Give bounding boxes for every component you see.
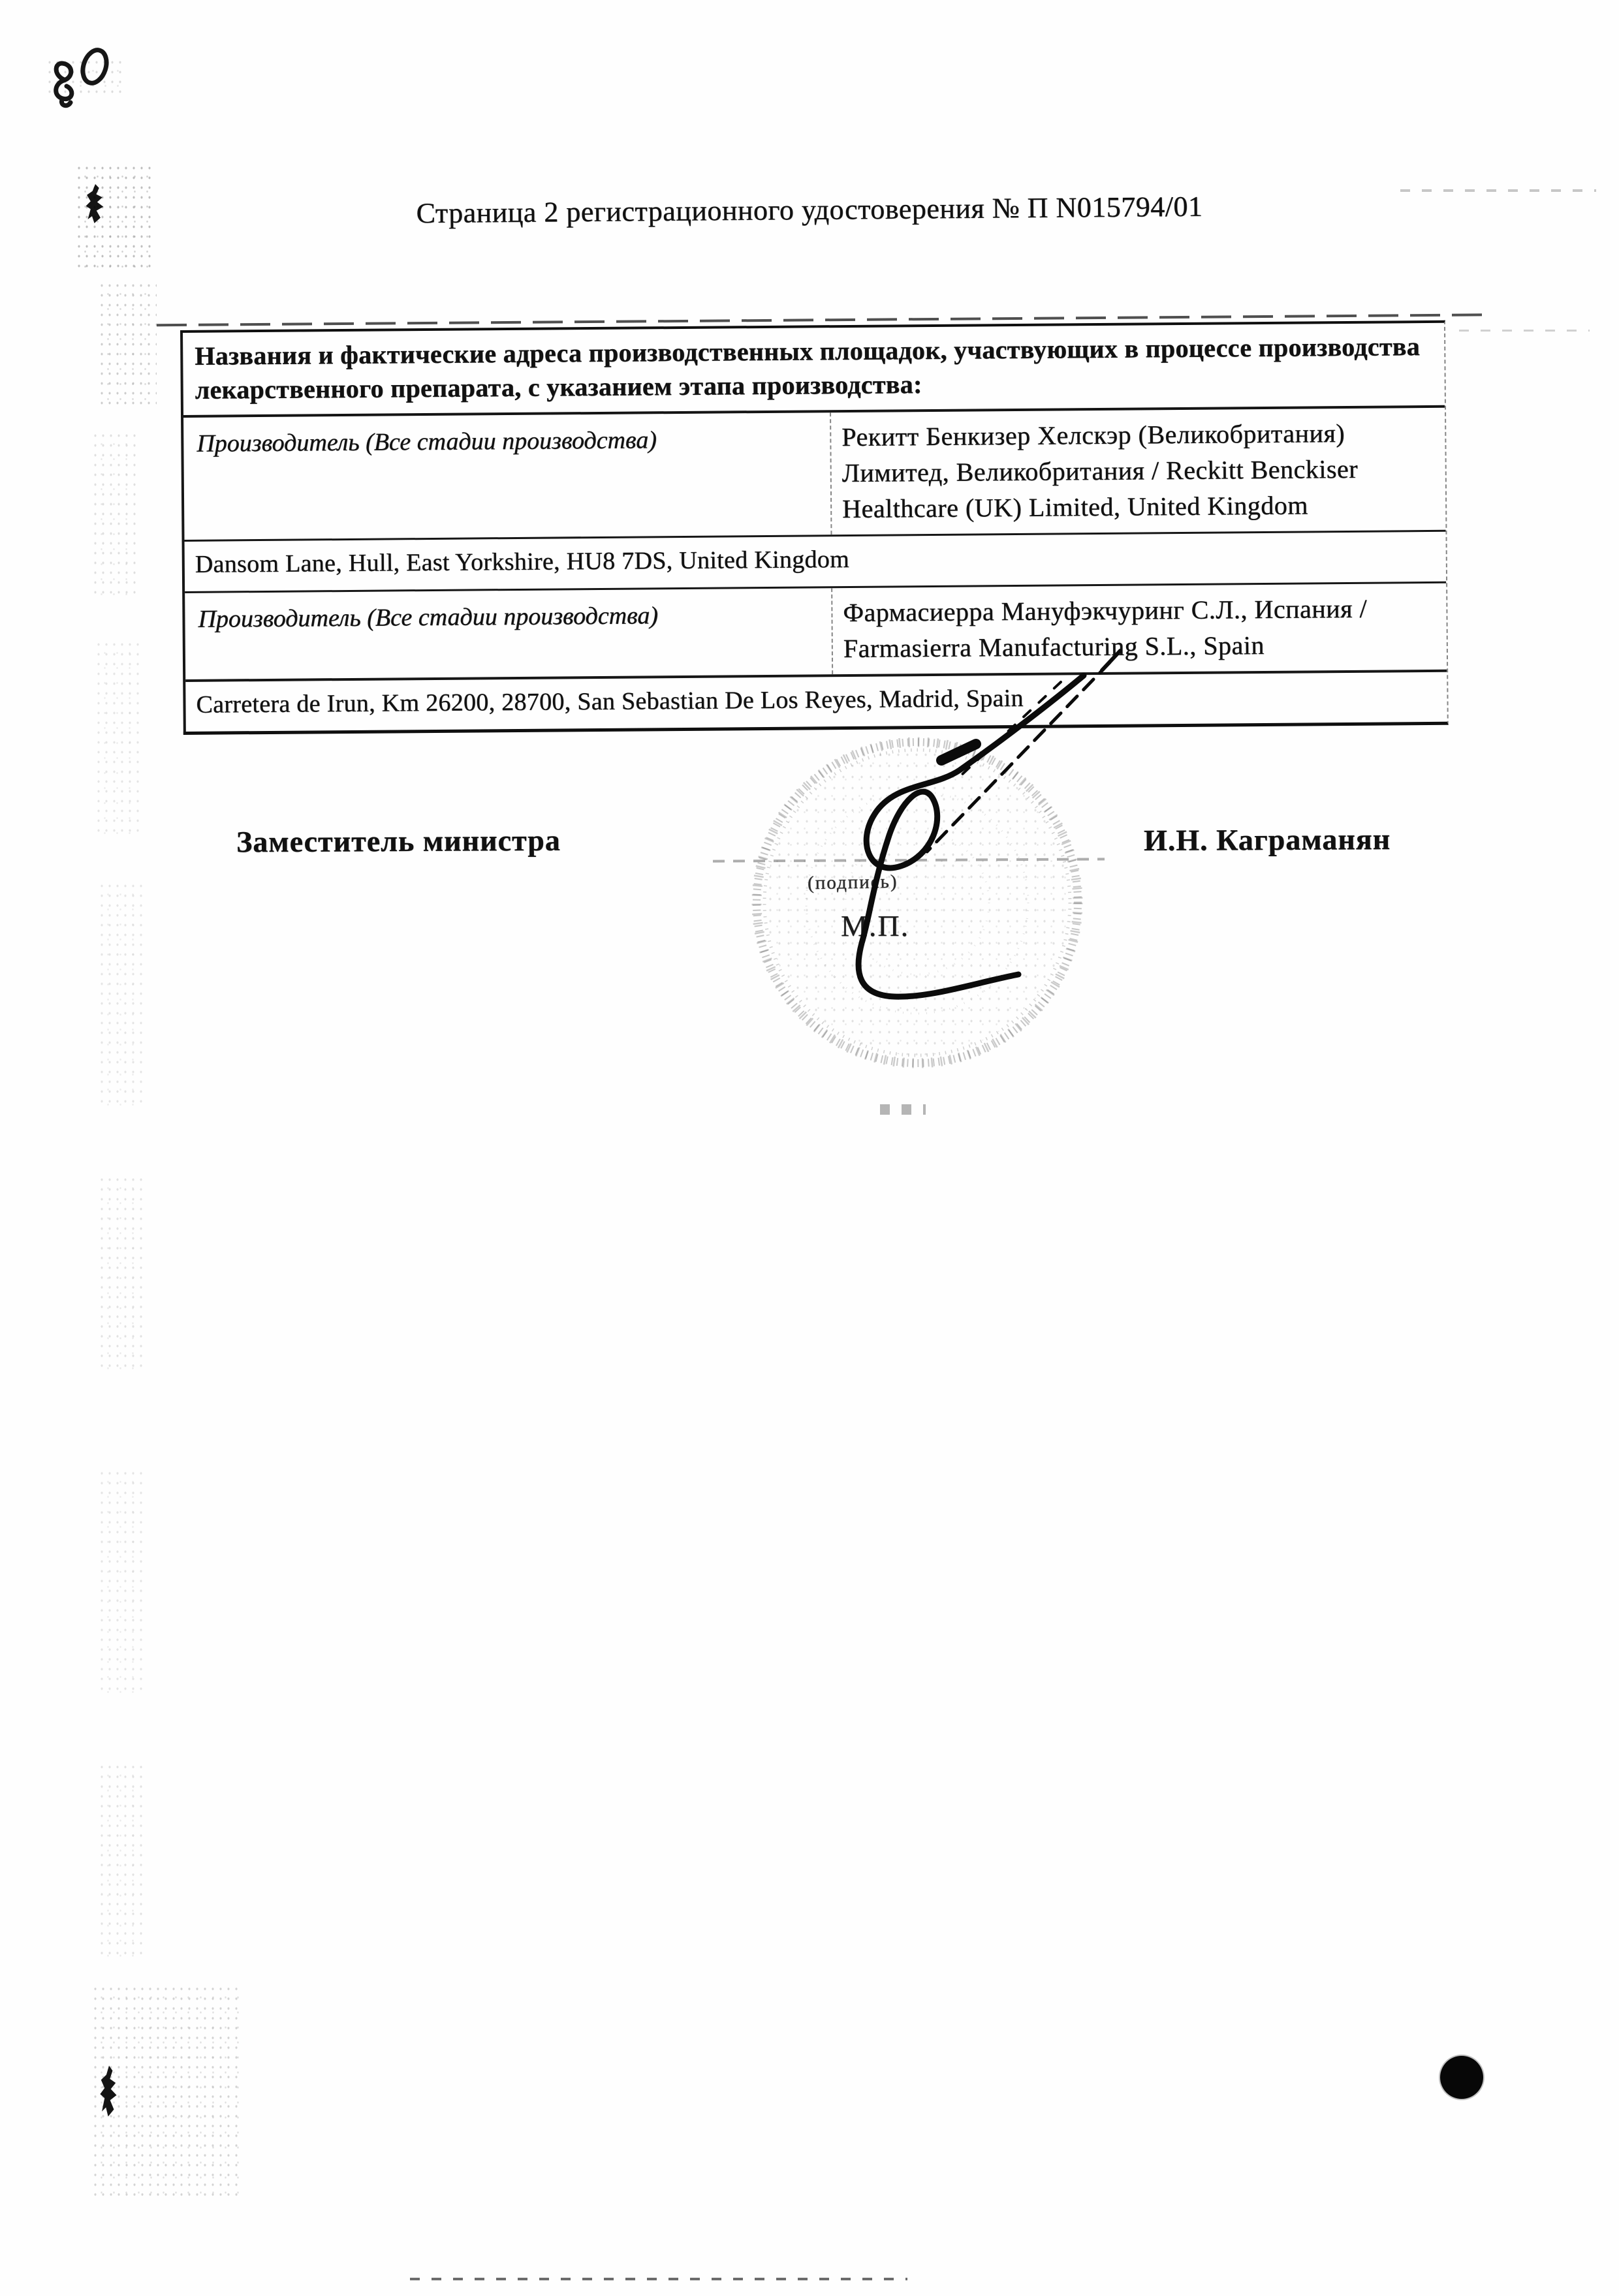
scan-dash-bottom	[410, 2278, 907, 2280]
handwritten-zero	[79, 47, 110, 86]
manufacturer-name-cell: Рекитт Бенкизер Хелскэр (Великобритания) Лимитед, Великобритания / Reckitt Benckiser Healthcare (UK) Limited, United Kingdom	[841, 418, 1359, 524]
ink-dot	[1440, 2056, 1483, 2099]
scan-dash-right	[1459, 330, 1590, 332]
pen-signature	[679, 636, 1149, 1028]
signer-name-label: И.Н. Каграманян	[1143, 822, 1391, 857]
scan-dash-under-stamp	[880, 1104, 926, 1115]
manufacturer-name-cell: Фармасиерра Мануфэкчуринг С.Л., Испания / Farmasierra Manufacturing S.L., Spain	[843, 593, 1368, 664]
table-heading: Названия и фактические адреса производственных площадок, участвующих в процессе производства лекарственного препарата, с указанием этапа производства:	[183, 323, 1445, 418]
scan-noise-2	[98, 281, 157, 411]
scan-noise-6	[98, 1175, 144, 1371]
handwritten-eight	[56, 63, 72, 106]
handwritten-page-number	[43, 44, 118, 119]
table-row-address-2: Carretera de Irun, Km 26200, 28700, San Sebastian De Los Reyes, Madrid, Spain	[196, 684, 1024, 719]
signature-caption: (подпись)	[807, 871, 898, 894]
manufacturer-role-cell: Производитель (Все стадии производства)	[183, 412, 832, 540]
scan-noise-5	[98, 881, 144, 1109]
page-title: Страница 2 регистрационного удостоверения № П N015794/01	[416, 190, 1203, 230]
signer-position-label: Заместитель министра	[236, 823, 561, 859]
scan-noise-8	[98, 1762, 144, 1958]
scan-noise-7	[98, 1468, 144, 1697]
scan-noise-4	[95, 640, 140, 835]
scan-noise-bottom-left	[91, 1984, 242, 2199]
manufacturer-role-cell: Производитель (Все стадии производства)	[185, 588, 833, 679]
table-row-manufacturer-1	[183, 408, 1445, 542]
signature-top-flick	[1102, 651, 1120, 670]
seal-place-label: М.П.	[841, 909, 910, 942]
scan-noise-3	[91, 431, 137, 600]
table-row-address-1: Dansom Lane, Hull, East Yorkshire, HU8 7DS, United Kingdom	[185, 532, 1447, 593]
signature-pressure-blob	[941, 744, 976, 760]
